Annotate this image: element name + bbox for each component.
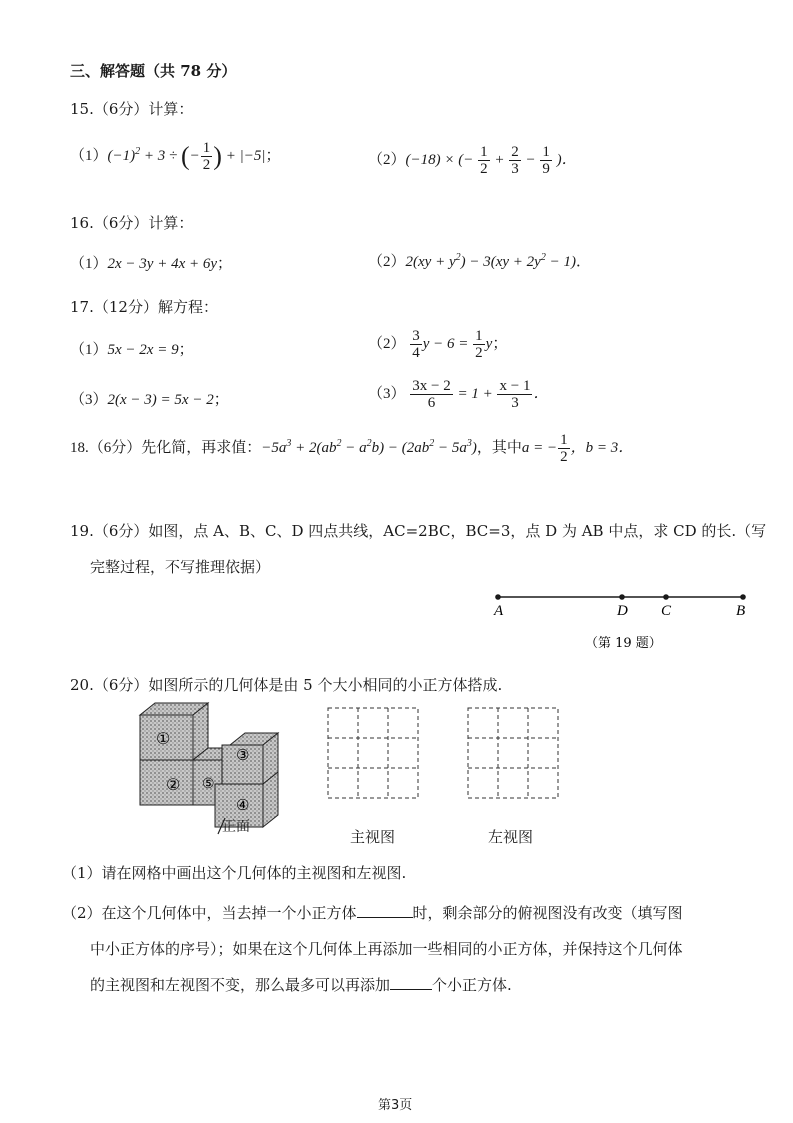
q16-heading: 16.（6分）计算： — [70, 214, 194, 232]
q16-part2: $(2)2(xy + y^2) - 3(xy + 2y^2 - 1)$． — [368, 252, 591, 270]
q20-part2-line1: （2）在这个几何体中，当去掉一个小正方体 时，剩余部分的俯视图没有改变（填写图 — [62, 904, 683, 922]
q17-part3: （3）2(x − 3) = 5x − 2； — [70, 392, 229, 408]
q17-heading: 17.（12分）解方程： — [70, 298, 218, 316]
solid-figure — [130, 700, 280, 840]
q20-part2-line3: 的主视图和左视图不变，那么最多可以再添加 个小正方体. — [90, 976, 512, 994]
label-b: B — [736, 603, 746, 619]
answer-blank-2[interactable] — [390, 989, 432, 990]
q17-part1: （1）5x − 2x = 9； — [70, 342, 194, 358]
point-d — [619, 594, 625, 600]
answer-blank-1[interactable] — [357, 917, 413, 918]
label-c: C — [661, 603, 672, 619]
q19-figure — [480, 585, 770, 655]
figure-caption: （第 19 题） — [585, 636, 662, 651]
q18-line: 18.（6分）先化简，再求值：$-5a^3 + 2(ab^2 - a^2b) - (2ab^2 - 5a^3)$，其中a = − $\frac{1}{2}$ ，b = 3． — [70, 432, 634, 465]
label-d: D — [617, 603, 628, 619]
page-number: 第3页 — [378, 1098, 413, 1113]
left-view-label: 左视图 — [488, 828, 534, 846]
q15-heading: 15.（6分）计算： — [70, 100, 194, 118]
q20-part1: （1）请在网格中画出这个几何体的主视图和左视图. — [62, 864, 407, 882]
q19-line1: 19.（6分）如图，点 A、B、C、D 四点共线，AC=2BC，BC=3，点 D 为 AB 中点，求 CD 的长.（写 — [70, 522, 767, 540]
cube-label-2: ② — [166, 777, 181, 794]
point-c — [663, 594, 669, 600]
section-title: 三、解答题（共 78 分） — [70, 62, 237, 80]
q15-part2: （2）(−18) × (− $\frac{1}{2}$ + $\frac{2}{3}$ − $\frac{1}{9}$ )． — [368, 144, 577, 177]
q17-part2: （2） $\frac{3}{4}$ y − 6 = $\frac{1}{2}$ y； — [368, 328, 508, 361]
q15-part1: $(1)(-1)^2 + 3$ ÷ (− $\frac{1}{2}$ ) + |−5|； — [70, 140, 281, 173]
front-view-label: 主视图 — [350, 828, 396, 846]
q17-part4: （3） $\frac{3x - 2}{6}$ = 1 + $\frac{x - 1}{3}$ ． — [368, 378, 549, 411]
q16-part1: （1）2x − 3y + 4x + 6y； — [70, 256, 233, 272]
q20-part2-line2: 中小正方体的序号）；如果在这个几何体上再添加一些相同的小正方体，并保持这个几何体 — [90, 940, 683, 958]
front-label: 正面 — [222, 819, 250, 835]
cube-label-4: ④ — [236, 798, 250, 814]
front-view-grid[interactable] — [326, 706, 420, 802]
point-a — [495, 594, 501, 600]
cube-label-1: ① — [156, 731, 171, 748]
q19-line2: 完整过程，不写推理依据） — [90, 558, 271, 576]
q20-heading: 20.（6分）如图所示的几何体是由 5 个大小相同的小正方体搭成. — [70, 676, 503, 694]
left-view-grid[interactable] — [466, 706, 560, 802]
point-b — [740, 594, 746, 600]
cube-label-3: ③ — [236, 748, 250, 764]
label-a: A — [494, 603, 504, 619]
cube-label-5: ⑤ — [202, 777, 215, 792]
